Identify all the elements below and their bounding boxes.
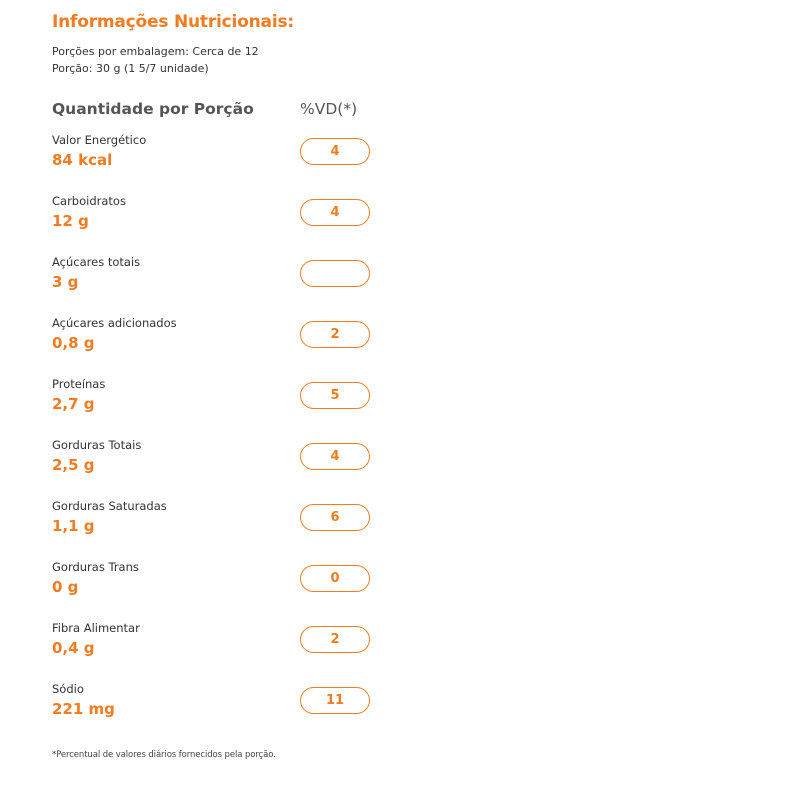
- nutrient-label: Proteínas: [52, 377, 106, 391]
- nutrient-row-total-fat: [52, 437, 392, 498]
- nutrient-row-added-sugars: [52, 315, 392, 376]
- nutrient-row-proteins: [52, 376, 392, 437]
- nutrient-label: Carboidratos: [52, 194, 126, 208]
- daily-value-badge: 6: [300, 504, 370, 531]
- nutrient-value: 0 g: [52, 578, 79, 596]
- nutrient-value: 84 kcal: [52, 151, 113, 169]
- daily-value-badge: 0: [300, 565, 370, 592]
- nutrient-row-carbohydrates: [52, 193, 392, 254]
- nutrient-value: 1,1 g: [52, 517, 95, 535]
- nutrient-label: Fibra Alimentar: [52, 621, 140, 635]
- servings-per-package: Porções por embalagem: Cerca de 12: [52, 45, 259, 58]
- nutrient-value: 2,5 g: [52, 456, 95, 474]
- nutrient-row-sodium: [52, 681, 392, 742]
- portion-size: Porção: 30 g (1 5/7 unidade): [52, 62, 209, 75]
- table-header: [52, 94, 392, 124]
- nutrient-value: 221 mg: [52, 700, 115, 718]
- page-title: Informações Nutricionais:: [52, 12, 294, 32]
- nutrient-value: 3 g: [52, 273, 79, 291]
- quantity-header: Quantidade por Porção: [52, 100, 254, 118]
- servings-info: [52, 43, 392, 77]
- daily-value-header: %VD(*): [300, 100, 358, 118]
- footnote: *Percentual de valores diários fornecidos pela porção.: [52, 750, 276, 760]
- nutrient-value: 0,8 g: [52, 334, 95, 352]
- daily-value-badge: 4: [300, 443, 370, 470]
- nutrient-label: Gorduras Trans: [52, 560, 139, 574]
- daily-value-badge: 4: [300, 199, 370, 226]
- daily-value-badge: 11: [300, 687, 370, 714]
- nutrient-label: Gorduras Saturadas: [52, 499, 167, 513]
- daily-value-badge: [300, 260, 370, 287]
- daily-value-badge: 5: [300, 382, 370, 409]
- daily-value-badge: 4: [300, 138, 370, 165]
- nutrient-label: Gorduras Totais: [52, 438, 142, 452]
- nutrient-label: Açúcares totais: [52, 255, 141, 269]
- nutrition-panel: [52, 10, 392, 742]
- daily-value-badge: 2: [300, 626, 370, 653]
- nutrient-label: Valor Energético: [52, 133, 147, 147]
- nutrient-label: Açúcares adicionados: [52, 316, 177, 330]
- nutrient-row-dietary-fiber: [52, 620, 392, 681]
- nutrient-value: 0,4 g: [52, 639, 95, 657]
- nutrient-row-total-sugars: [52, 254, 392, 315]
- nutrient-row-saturated-fat: [52, 498, 392, 559]
- nutrient-list: [52, 132, 392, 742]
- nutrient-label: Sódio: [52, 682, 84, 696]
- nutrient-value: 2,7 g: [52, 395, 95, 413]
- nutrient-row-energy: [52, 132, 392, 193]
- nutrient-row-trans-fat: [52, 559, 392, 620]
- daily-value-badge: 2: [300, 321, 370, 348]
- nutrient-value: 12 g: [52, 212, 89, 230]
